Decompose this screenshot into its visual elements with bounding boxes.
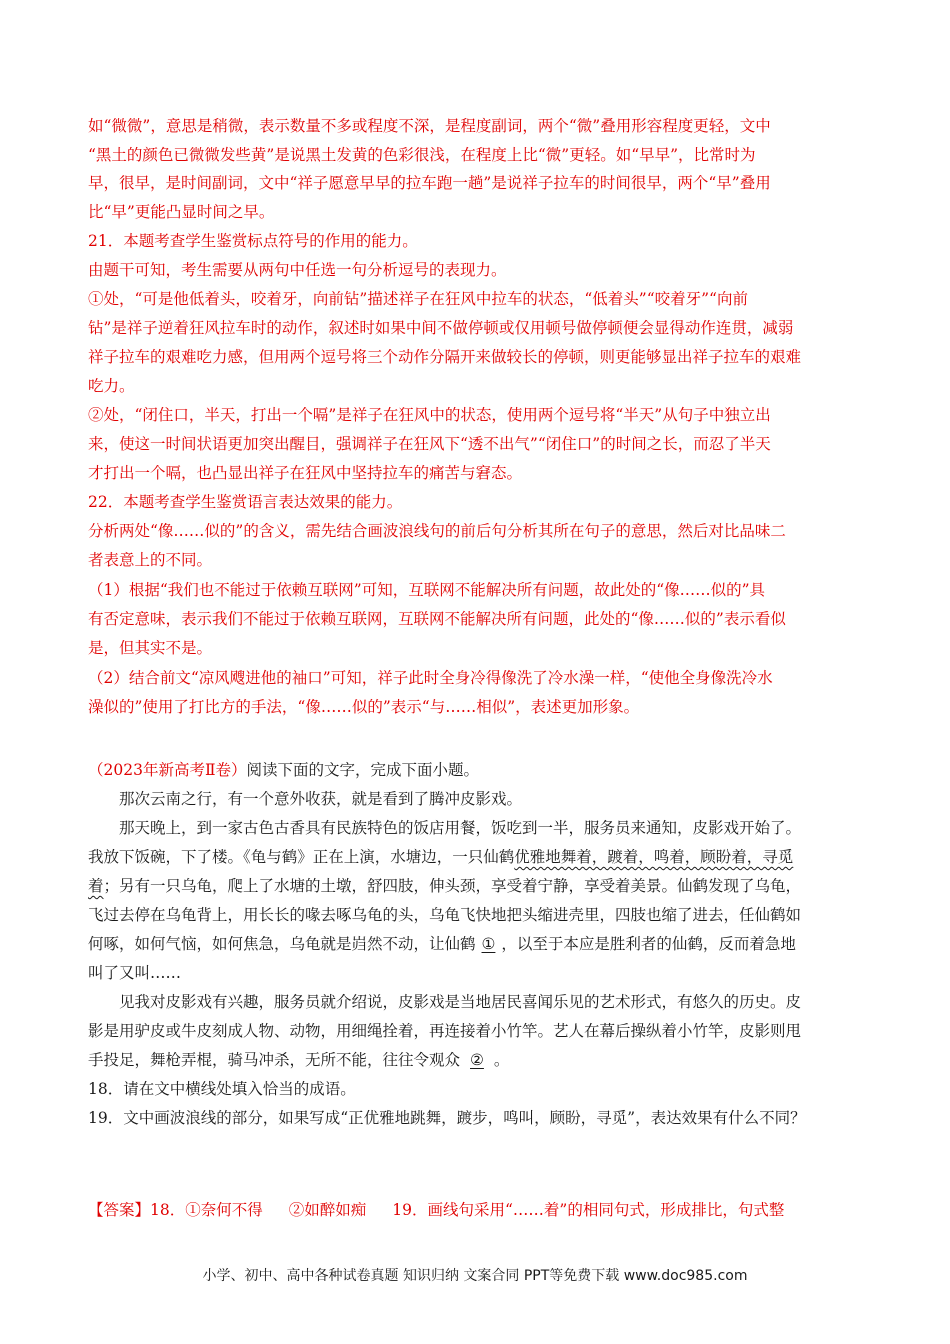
question-19: 19．文中画波浪线的部分，如果写成“正优雅地跳舞，踱步，鸣叫，顾盼，寻觅”，表达效果有什么不同？ [88, 1109, 806, 1127]
answer-18: 18．①奈何不得 [150, 1201, 263, 1219]
exam-source: （2023年新高考Ⅱ卷） [88, 761, 247, 779]
passage-text: 。 [493, 1051, 510, 1069]
q21-point-2: 才打出一个嗝，也凸显出祥子在狂风中坚持拉车的痛苦与窘态。 [88, 464, 523, 482]
q22-intro: 者表意上的不同。 [88, 551, 213, 569]
analysis-line: 如“微微”，意思是稍微，表示数量不多或程度不深，是程度副词，两个“微”叠用形容程度更轻，文中 [88, 117, 771, 135]
passage-text: ；另有一只乌龟，爬上了水塘的土墩，舒四肢，伸头颈，享受着宁静，享受着美景。仙鹤发现了乌龟， [103, 877, 802, 895]
q22-point-1: 有否定意味，表示我们不能过于依赖互联网，互联网不能解决所有问题，此处的“像……似的”表示看似 [88, 610, 786, 628]
q22-title: 22．本题考查学生鉴赏语言表达效果的能力。 [88, 493, 403, 511]
passage-line [88, 930, 860, 959]
passage-line: 叫了又叫…… [88, 964, 182, 982]
q21-point-1: ①处，“可是他低着头，咬着牙，向前钻”描述祥子在狂风中拉车的状态，“低着头”“咬着牙”“向前 [88, 290, 748, 308]
passage-text: ，以至于本应是胜利者的仙鹤，反而着急地 [501, 935, 796, 953]
q21-point-1: 吃力。 [88, 377, 135, 395]
passage-line [88, 843, 860, 872]
passage-text: 何啄，如何气恼，如何焦急，乌龟就是岿然不动，让仙鹤 [88, 935, 476, 953]
q22-point-2: 澡似的”使用了打比方的手法，“像……似的”表示“与……相似”，表述更加形象。 [88, 698, 640, 716]
q21-point-2: 来，使这一时间状语更加突出醒目，强调祥子在狂风下“透不出气”“闭住口”的时间之长，而忍了半天 [88, 435, 771, 453]
answer-18b: ②如醉如痴 [288, 1201, 367, 1219]
passage-para-2: 那天晚上，到一家古色古香具有民族特色的饭店用餐，饭吃到一半，服务员来通知，皮影戏开始了。 [119, 819, 802, 837]
blank-2: ② [470, 1051, 484, 1069]
passage-para-1: 那次云南之行，有一个意外收获，就是看到了腾冲皮影戏。 [119, 790, 523, 808]
q21-point-1: 祥子拉车的艰难吃力感，但用两个逗号将三个动作分隔开来做较长的停顿，则更能够显出祥子拉车的艰难 [88, 348, 802, 366]
q21-point-2: ②处，“闭住口，半天，打出一个嗝”是祥子在狂风中的状态，使用两个逗号将“半天”从句子中独立出 [88, 406, 771, 424]
answer-label: 【答案】 [88, 1201, 151, 1219]
passage-line [88, 1046, 860, 1075]
passage-line [88, 872, 860, 901]
q22-point-2: （2）结合前文“凉风飕进他的袖口”可知，祥子此时全身冷得像洗了冷水澡一样，“使他全身像洗冷水 [88, 669, 773, 687]
analysis-line: “黑土的颜色已微微发些黄”是说黑土发黄的色彩很浅，在程度上比“微”更轻。如“早早”，比常时为 [88, 146, 756, 164]
passage-para-3: 见我对皮影戏有兴趣，服务员就介绍说，皮影戏是当地居民喜闻乐见的艺术形式，有悠久的历史。皮 [119, 993, 802, 1011]
wavy-underline-text: 着 [88, 877, 104, 895]
q22-point-1: 是，但其实不是。 [88, 639, 213, 657]
question-18: 18．请在文中横线处填入恰当的成语。 [88, 1080, 356, 1098]
passage-line: 飞过去停在乌龟背上，用长长的喙去啄乌龟的头，乌龟飞快地把头缩进壳里，四肢也缩了进去，任仙鹤如 [88, 906, 802, 924]
analysis-line: 比“早”更能凸显时间之早。 [88, 203, 275, 221]
q22-intro: 分析两处“像……似的”的含义，需先结合画波浪线句的前后句分析其所在句子的意思，然后对比品味二 [88, 522, 786, 540]
passage-text: 我放下饭碗，下了楼。《龟与鹤》正在上演，水塘边，一只仙鹤 [88, 848, 515, 866]
q21-point-1: 钻”是祥子逆着狂风拉车时的动作，叙述时如果中间不做停顿或仅用顿号做停顿便会显得动作连贯，减弱 [88, 319, 794, 337]
passage-line: 影是用驴皮或牛皮刻成人物、动物，用细绳拴着，再连接着小竹竿。艺人在幕后操纵着小竹竿，皮影则甩 [88, 1022, 802, 1040]
exam-instruction: 阅读下面的文字，完成下面小题。 [246, 761, 479, 779]
blank-1: ① [481, 935, 496, 953]
analysis-line: 早，很早，是时间副词，文中“祥子愿意早早的拉车跑一趟”是说祥子拉车的时间很早，两个“早”叠用 [88, 174, 771, 192]
page-footer: 小学、初中、高中各种试卷真题 知识归纳 文案合同 PPT等免费下载 www.doc985.com [202, 1268, 748, 1284]
answer-line [88, 1196, 860, 1225]
q21-intro: 由题干可知，考生需要从两句中任选一句分析逗号的表现力。 [88, 261, 507, 279]
q21-title: 21．本题考查学生鉴赏标点符号的作用的能力。 [88, 232, 418, 250]
exam-heading [88, 756, 860, 785]
wavy-underline-text: 优雅地舞着，踱着，鸣着，顾盼着，寻觅 [514, 848, 794, 866]
passage-text: 手投足，舞枪弄棍，骑马冲杀，无所不能，往往令观众 [88, 1051, 461, 1069]
answer-19: 19．画线句采用“……着”的相同句式，形成排比，句式整 [392, 1201, 785, 1219]
q22-point-1: （1）根据“我们也不能过于依赖互联网”可知，互联网不能解决所有问题，故此处的“像……似的”具 [88, 581, 766, 599]
